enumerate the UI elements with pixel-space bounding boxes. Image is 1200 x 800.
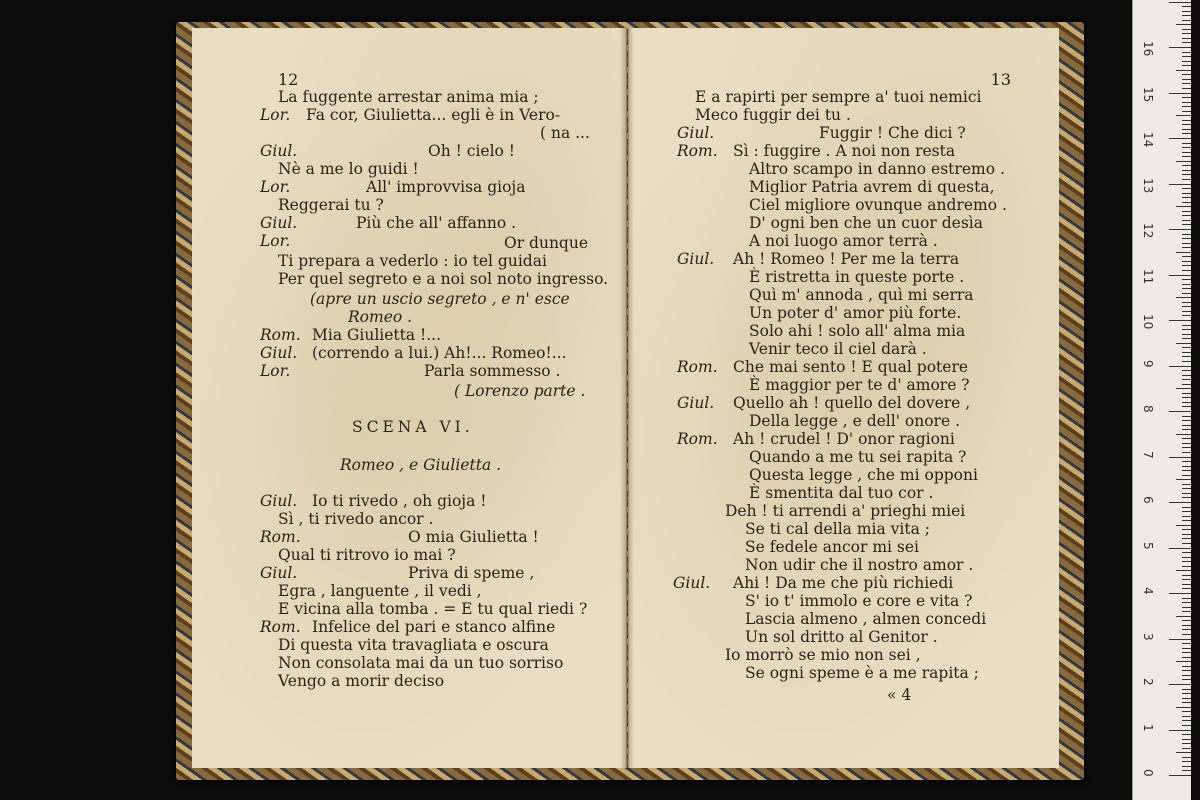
speaker-label: Giul. [677,124,715,142]
speaker-label: Lor. [260,106,291,124]
ruler-label: 11 [1141,268,1155,284]
ruler-tick [1182,261,1191,262]
ruler-tick [1182,197,1191,198]
ruler-tick [1182,29,1191,30]
ruler-tick [1182,188,1191,189]
speaker-label: Rom. [260,326,301,344]
text-line: Mia Giulietta !... [312,326,442,344]
ruler-tick [1182,15,1191,16]
ruler-tick [1182,74,1191,75]
ruler-tick [1169,93,1191,94]
signature-mark: « 4 [887,686,912,704]
ruler-tick [1182,716,1191,717]
ruler-tick [1182,488,1191,489]
ruler-tick [1182,265,1191,266]
text-line: All' improvvisa gioja [366,178,526,196]
speaker-label: Giul. [260,142,298,160]
ruler-label: 13 [1141,177,1155,193]
ruler-tick [1182,693,1191,694]
text-line: Ciel migliore ovunque andremo . [749,196,1007,214]
text-line: Or dunque [504,234,589,252]
ruler-tick [1176,161,1191,162]
ruler-tick [1182,566,1191,567]
ruler-tick [1182,416,1191,417]
text-line: Sì , ti rivedo ancor . [278,510,434,528]
ruler-tick [1182,657,1191,658]
ruler-tick [1182,711,1191,712]
ruler-label: 8 [1141,405,1155,413]
ruler-tick [1182,61,1191,62]
speaker-label: Giul. [677,394,715,412]
text-line: Solo ahi ! solo all' alma mia [749,322,966,340]
ruler-tick [1169,184,1191,185]
ruler-tick [1182,170,1191,171]
ruler-tick [1182,420,1191,421]
ruler-tick [1182,56,1191,57]
ruler-tick [1182,734,1191,735]
ruler-label: 4 [1141,587,1155,595]
speaker-label: Giul. [260,492,298,510]
ruler-tick [1182,538,1191,539]
ruler-tick [1182,534,1191,535]
ruler-tick [1182,220,1191,221]
book [176,22,1084,780]
speaker-label: Giul. [673,574,711,592]
ruler-tick [1182,379,1191,380]
stage-direction: ( Lorenzo parte . [454,382,586,400]
ruler-tick [1182,270,1191,271]
text-line: Qual ti ritrovo io mai ? [278,546,456,564]
ruler-tick [1182,770,1191,771]
ruler-tick [1182,461,1191,462]
speaker-label: Rom. [260,528,301,546]
ruler-tick [1182,761,1191,762]
ruler-tick [1182,689,1191,690]
ruler-tick [1182,211,1191,212]
ruler-tick [1182,766,1191,767]
ruler-tick [1182,702,1191,703]
text-line: ( na ... [540,124,590,142]
text-line: Se fedele ancor mi sei [745,538,920,556]
ruler-tick [1182,511,1191,512]
ruler-tick [1182,88,1191,89]
ruler-tick [1182,543,1191,544]
ruler-tick [1169,502,1191,503]
ruler-tick [1182,470,1191,471]
ruler-tick [1169,457,1191,458]
text-line: Vengo a morir deciso [278,672,445,690]
ruler-tick [1182,429,1191,430]
ruler-tick [1182,720,1191,721]
ruler-tick [1182,516,1191,517]
ruler-tick [1182,370,1191,371]
ruler-tick [1182,124,1191,125]
ruler-tick [1182,133,1191,134]
speaker-label: Lor. [260,178,291,196]
ruler-tick [1182,438,1191,439]
ruler-tick [1182,33,1191,34]
text-line: Infelice del pari e stanco alfine [312,618,556,636]
ruler-tick [1182,224,1191,225]
speaker-label: Lor. [260,362,291,380]
text-line: Lascia almeno , almen concedi [745,610,987,628]
text-line: Questa legge , che mi opponi [749,466,978,484]
ruler-tick [1182,652,1191,653]
text-line: Sì : fuggire . A noi non resta [733,142,956,160]
text-line: La fuggente arrestar anima mia ; [278,88,539,106]
ruler-tick [1182,174,1191,175]
ruler-tick [1176,661,1191,662]
ruler-tick [1176,707,1191,708]
ruler-tick [1182,748,1191,749]
text-line: Ah ! crudel ! D' onor ragioni [733,430,955,448]
ruler-tick [1182,306,1191,307]
ruler-tick [1182,193,1191,194]
ruler-label: 3 [1141,632,1155,641]
ruler-tick [1182,447,1191,448]
ruler-tick [1176,752,1191,753]
ruler-tick [1182,466,1191,467]
ruler-tick [1182,279,1191,280]
speaker-label: Rom. [677,430,718,448]
ruler-tick [1182,375,1191,376]
speaker-label: Rom. [260,618,301,636]
text-line: È smentita dal tuo cor . [749,484,934,502]
text-line: D' ogni ben che un cuor desìa [749,214,983,232]
ruler-tick [1182,625,1191,626]
ruler-tick [1182,443,1191,444]
ruler-tick [1182,679,1191,680]
scene-characters: Romeo , e Giulietta . [340,456,502,474]
text-line: E a rapirti per sempre a' tuoi nemici [695,88,982,106]
ruler-tick [1182,520,1191,521]
ruler-tick [1182,493,1191,494]
speaker-label: Lor. [260,232,291,250]
text-line: Un sol dritto al Genitor . [745,628,938,646]
text-line: Se ti cal della mia vita ; [745,520,930,538]
stage-direction: Romeo . [348,308,413,326]
text-line: Un poter d' amor più forte. [749,304,962,322]
ruler-tick [1182,529,1191,530]
ruler-tick [1176,70,1191,71]
ruler-tick [1182,643,1191,644]
ruler-tick [1182,215,1191,216]
ruler-label: 2 [1141,678,1155,686]
ruler-tick [1169,684,1191,685]
ruler-tick [1182,497,1191,498]
measuring-ruler [1132,0,1191,800]
text-line: Io ti rivedo , oh gioja ! [312,492,487,510]
ruler-tick [1176,206,1191,207]
speaker-label: Giul. [677,250,715,268]
ruler-label: 14 [1141,132,1155,148]
ruler-tick [1176,434,1191,435]
ruler-tick [1169,775,1191,776]
ruler-label: 10 [1141,314,1155,330]
ruler-tick [1182,234,1191,235]
ruler-tick [1182,725,1191,726]
ruler-tick [1182,579,1191,580]
ruler-tick [1182,143,1191,144]
text-line: Di questa vita travagliata e oscura [278,636,549,654]
ruler-tick [1182,102,1191,103]
text-line: È maggior per te d' amore ? [749,376,970,394]
ruler-tick [1182,256,1191,257]
ruler-tick [1176,297,1191,298]
ruler-tick [1182,334,1191,335]
ruler-label: 15 [1141,86,1155,102]
ruler-tick [1169,229,1191,230]
ruler-tick [1182,293,1191,294]
ruler-tick [1182,397,1191,398]
text-line: Che mai sento ! E qual potere [733,358,969,376]
ruler-tick [1182,284,1191,285]
speaker-label: Rom. [677,142,718,160]
text-line: Ah ! Romeo ! Per me la terra [733,250,960,268]
ruler-tick [1176,252,1191,253]
ruler-label: 6 [1141,496,1155,504]
ruler-label: 12 [1141,223,1155,239]
ruler-tick [1182,325,1191,326]
ruler-tick [1182,475,1191,476]
ruler-tick [1176,388,1191,389]
ruler-tick [1182,52,1191,53]
ruler-tick [1182,238,1191,239]
ruler-tick [1182,156,1191,157]
ruler-tick [1182,288,1191,289]
ruler-tick [1182,648,1191,649]
ruler-tick [1182,743,1191,744]
left-page [192,28,627,768]
ruler-tick [1182,575,1191,576]
text-line: E vicina alla tomba . = E tu qual riedi ? [278,600,588,618]
text-line: Deh ! ti arrendi a' prieghi miei [725,502,966,520]
text-line: Miglior Patria avrem di questa, [749,178,995,196]
text-line: È ristretta in queste porte . [749,268,965,286]
ruler-tick [1169,47,1191,48]
ruler-tick [1169,730,1191,731]
ruler-tick [1182,588,1191,589]
ruler-tick [1182,147,1191,148]
ruler-tick [1182,356,1191,357]
ruler-tick [1182,452,1191,453]
ruler-tick [1182,698,1191,699]
text-line: Altro scampo in danno estremo . [749,160,1005,178]
ruler-tick [1182,352,1191,353]
ruler-tick [1182,666,1191,667]
text-line: Non udir che il nostro amor . [745,556,974,574]
speaker-label: Rom. [677,358,718,376]
text-line: Se ogni speme è a me rapita ; [745,664,979,682]
ruler-tick [1182,384,1191,385]
text-line: Quì m' annoda , quì mi serra [749,286,974,304]
ruler-tick [1182,111,1191,112]
ruler-tick [1182,315,1191,316]
ruler-label: 5 [1141,541,1155,550]
text-line: Ti prepara a vederlo : io tel guidai [278,252,547,270]
ruler-tick [1182,361,1191,362]
ruler-tick [1182,561,1191,562]
ruler-tick [1169,138,1191,139]
ruler-tick [1182,106,1191,107]
ruler-label: 16 [1141,41,1155,57]
text-line: Meco fuggir dei tu . [695,106,851,124]
ruler-label: 9 [1141,359,1155,368]
text-line: Fa cor, Giulietta... egli è in Vero- [306,106,561,124]
page-number: 13 [990,70,1011,89]
speaker-label: Giul. [260,564,298,582]
right-page [628,28,1059,768]
ruler-tick [1169,548,1191,549]
text-line: Più che all' affanno . [356,214,517,232]
ruler-tick [1182,11,1191,12]
ruler-tick [1182,65,1191,66]
ruler-tick [1182,598,1191,599]
ruler-tick [1182,425,1191,426]
ruler-tick [1182,165,1191,166]
ruler-tick [1182,83,1191,84]
text-line: Priva di speme , [408,564,535,582]
ruler-tick [1182,584,1191,585]
text-line: Quando a me tu sei rapita ? [749,448,967,466]
text-line: Io morrò se mio non sei , [725,646,921,664]
text-line: Venir teco il ciel darà . [749,340,927,358]
ruler-tick [1182,302,1191,303]
text-line: (correndo a lui.) Ah!... Romeo!... [312,344,567,362]
ruler-tick [1182,42,1191,43]
ruler-tick [1182,338,1191,339]
text-line: S' io t' immolo e core e vita ? [745,592,973,610]
ruler-tick [1169,2,1191,3]
ruler-tick [1182,552,1191,553]
ruler-tick [1169,411,1191,412]
ruler-tick [1182,179,1191,180]
ruler-tick [1182,557,1191,558]
ruler-tick [1176,479,1191,480]
ruler-tick [1182,484,1191,485]
ruler-tick [1182,611,1191,612]
ruler-tick [1169,366,1191,367]
text-line: Fuggir ! Che dici ? [819,124,966,142]
ruler-tick [1182,97,1191,98]
ruler-tick [1182,402,1191,403]
ruler-tick [1182,120,1191,121]
scene-heading: SCENA VI. [352,418,474,436]
ruler-tick [1182,20,1191,21]
text-line: Reggerai tu ? [278,196,384,214]
ruler-tick [1182,202,1191,203]
ruler-tick [1182,620,1191,621]
ruler-tick [1182,675,1191,676]
ruler-tick [1182,634,1191,635]
text-line: Parla sommesso . [424,362,561,380]
text-line: Nè a me lo guidi ! [278,160,419,178]
ruler-tick [1182,607,1191,608]
text-line: A noi luogo amor terrà . [749,232,938,250]
ruler-tick [1176,616,1191,617]
ruler-tick [1169,275,1191,276]
text-line: O mia Giulietta ! [408,528,539,546]
ruler-label: 0 [1141,769,1155,777]
ruler-tick [1176,525,1191,526]
ruler-tick [1182,247,1191,248]
text-line: Egra , languente , il vedi , [278,582,482,600]
ruler-tick [1182,311,1191,312]
ruler-tick [1176,343,1191,344]
ruler-tick [1176,570,1191,571]
ruler-tick [1182,243,1191,244]
ruler-tick [1182,739,1191,740]
ruler-label: 1 [1141,723,1155,732]
ruler-tick [1182,38,1191,39]
stage-direction: (apre un uscio segreto , e n' esce [310,290,570,308]
ruler-tick [1182,507,1191,508]
text-line: Della legge , e dell' onore . [749,412,960,430]
text-line: Oh ! cielo ! [428,142,516,160]
ruler-tick [1182,152,1191,153]
ruler-tick [1176,24,1191,25]
ruler-tick [1182,602,1191,603]
ruler-tick [1182,670,1191,671]
text-line: Per quel segreto e a noi sol noto ingresso. [278,270,609,288]
ruler-tick [1169,320,1191,321]
ruler-tick [1182,406,1191,407]
ruler-tick [1182,129,1191,130]
ruler-tick [1169,639,1191,640]
ruler-tick [1182,6,1191,7]
text-line: Quello ah ! quello del dovere , [733,394,971,412]
ruler-tick [1182,79,1191,80]
text-line: Ahi ! Da me che più richiedi [733,574,954,592]
ruler-tick [1182,347,1191,348]
ruler-tick [1182,393,1191,394]
ruler-tick [1182,329,1191,330]
ruler-tick [1176,115,1191,116]
text-line: Non consolata mai da un tuo sorriso [278,654,564,672]
ruler-label: 7 [1141,450,1155,459]
ruler-tick [1182,629,1191,630]
ruler-tick [1169,593,1191,594]
ruler-tick [1182,757,1191,758]
speaker-label: Giul. [260,344,298,362]
speaker-label: Giul. [260,214,298,232]
page-number: 12 [278,70,299,89]
